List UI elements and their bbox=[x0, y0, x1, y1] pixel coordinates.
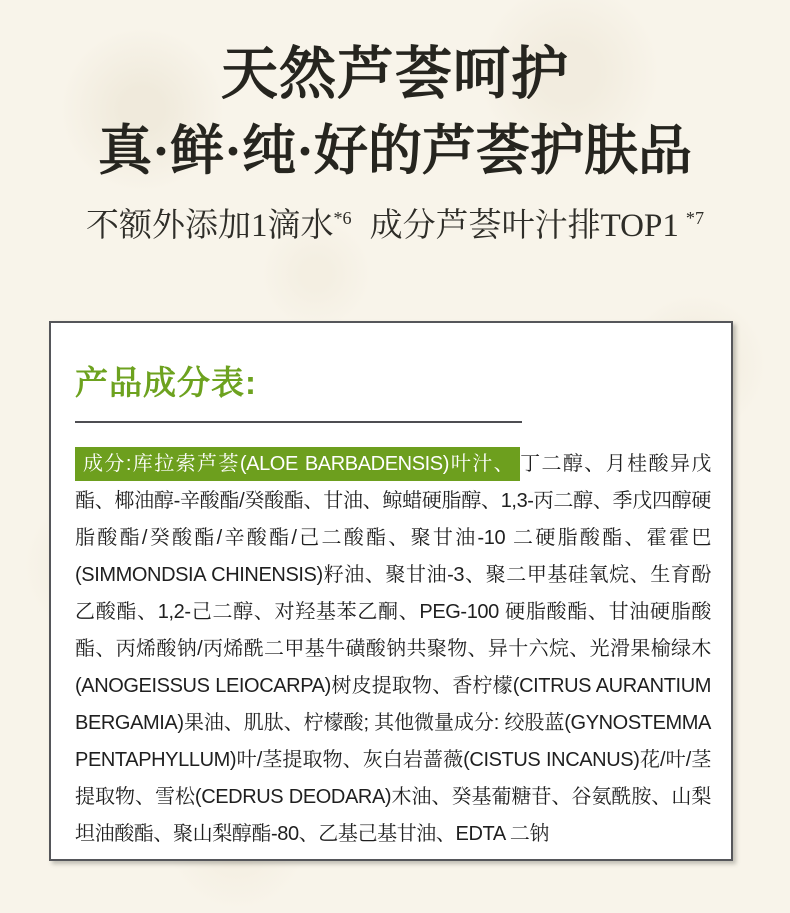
ingredients-card bbox=[49, 321, 733, 861]
tagline-footnote-1: *6 bbox=[333, 207, 352, 228]
tagline-footnote-2: *7 bbox=[685, 207, 705, 228]
header-section bbox=[0, 0, 790, 246]
heading-divider bbox=[75, 421, 522, 423]
ingredients-paragraph bbox=[75, 446, 711, 853]
ingredients-highlight-segment: 成分:库拉索芦荟(ALOE BARBADENSIS)叶汁、 bbox=[75, 447, 520, 481]
page-subtitle: 真·鲜·纯·好的芦荟护肤品 bbox=[97, 120, 693, 181]
ingredients-card-heading: 产品成分表: bbox=[75, 364, 257, 401]
tagline-text-2: 成分芦荟叶汁排TOP1 bbox=[369, 207, 679, 244]
tagline-text-1: 不额外添加1滴水 bbox=[85, 207, 334, 244]
page-title: 天然芦荟呵护 bbox=[221, 43, 569, 106]
ingredients-rest-segment: 丁二醇、月桂酸异戊酯、椰油醇-辛酸酯/癸酸酯、甘油、鲸蜡硬脂醇、1,3-丙二醇、季戊四醇硬脂酸酯/癸酸酯/辛酸酯/己二酸酯、聚甘油-10 二硬脂酸酯、霍霍巴(SIMMONDSIA CHINENSIS)籽油、聚甘油-3、聚二甲基硅氧烷、生育酚乙酸酯、1,2-己二醇、对羟基苯乙酮、PEG-100 硬脂酸酯、甘油硬脂酸酯、丙烯酸钠/丙烯酰二甲基牛磺酸钠共聚物、异十六烷、光滑果榆绿木(ANOGEISSUS LEIOCARPA)树皮提取物、香柠檬(CITRUS AURANTIUM BERGAMIA)果油、肌肽、柠檬酸; 其他微量成分: 绞股蓝(GYNOSTEMMA PENTAPHYLLUM)叶/茎提取物、灰白岩蔷薇(CISTUS INCANUS)花/叶/茎提取物、雪松(CEDRUS DEODARA)木油、癸基葡糖苷、谷氨酰胺、山梨坦油酸酯、聚山梨醇酯-80、乙基己基甘油、EDTA 二钠 bbox=[75, 453, 711, 845]
tagline bbox=[0, 199, 790, 246]
